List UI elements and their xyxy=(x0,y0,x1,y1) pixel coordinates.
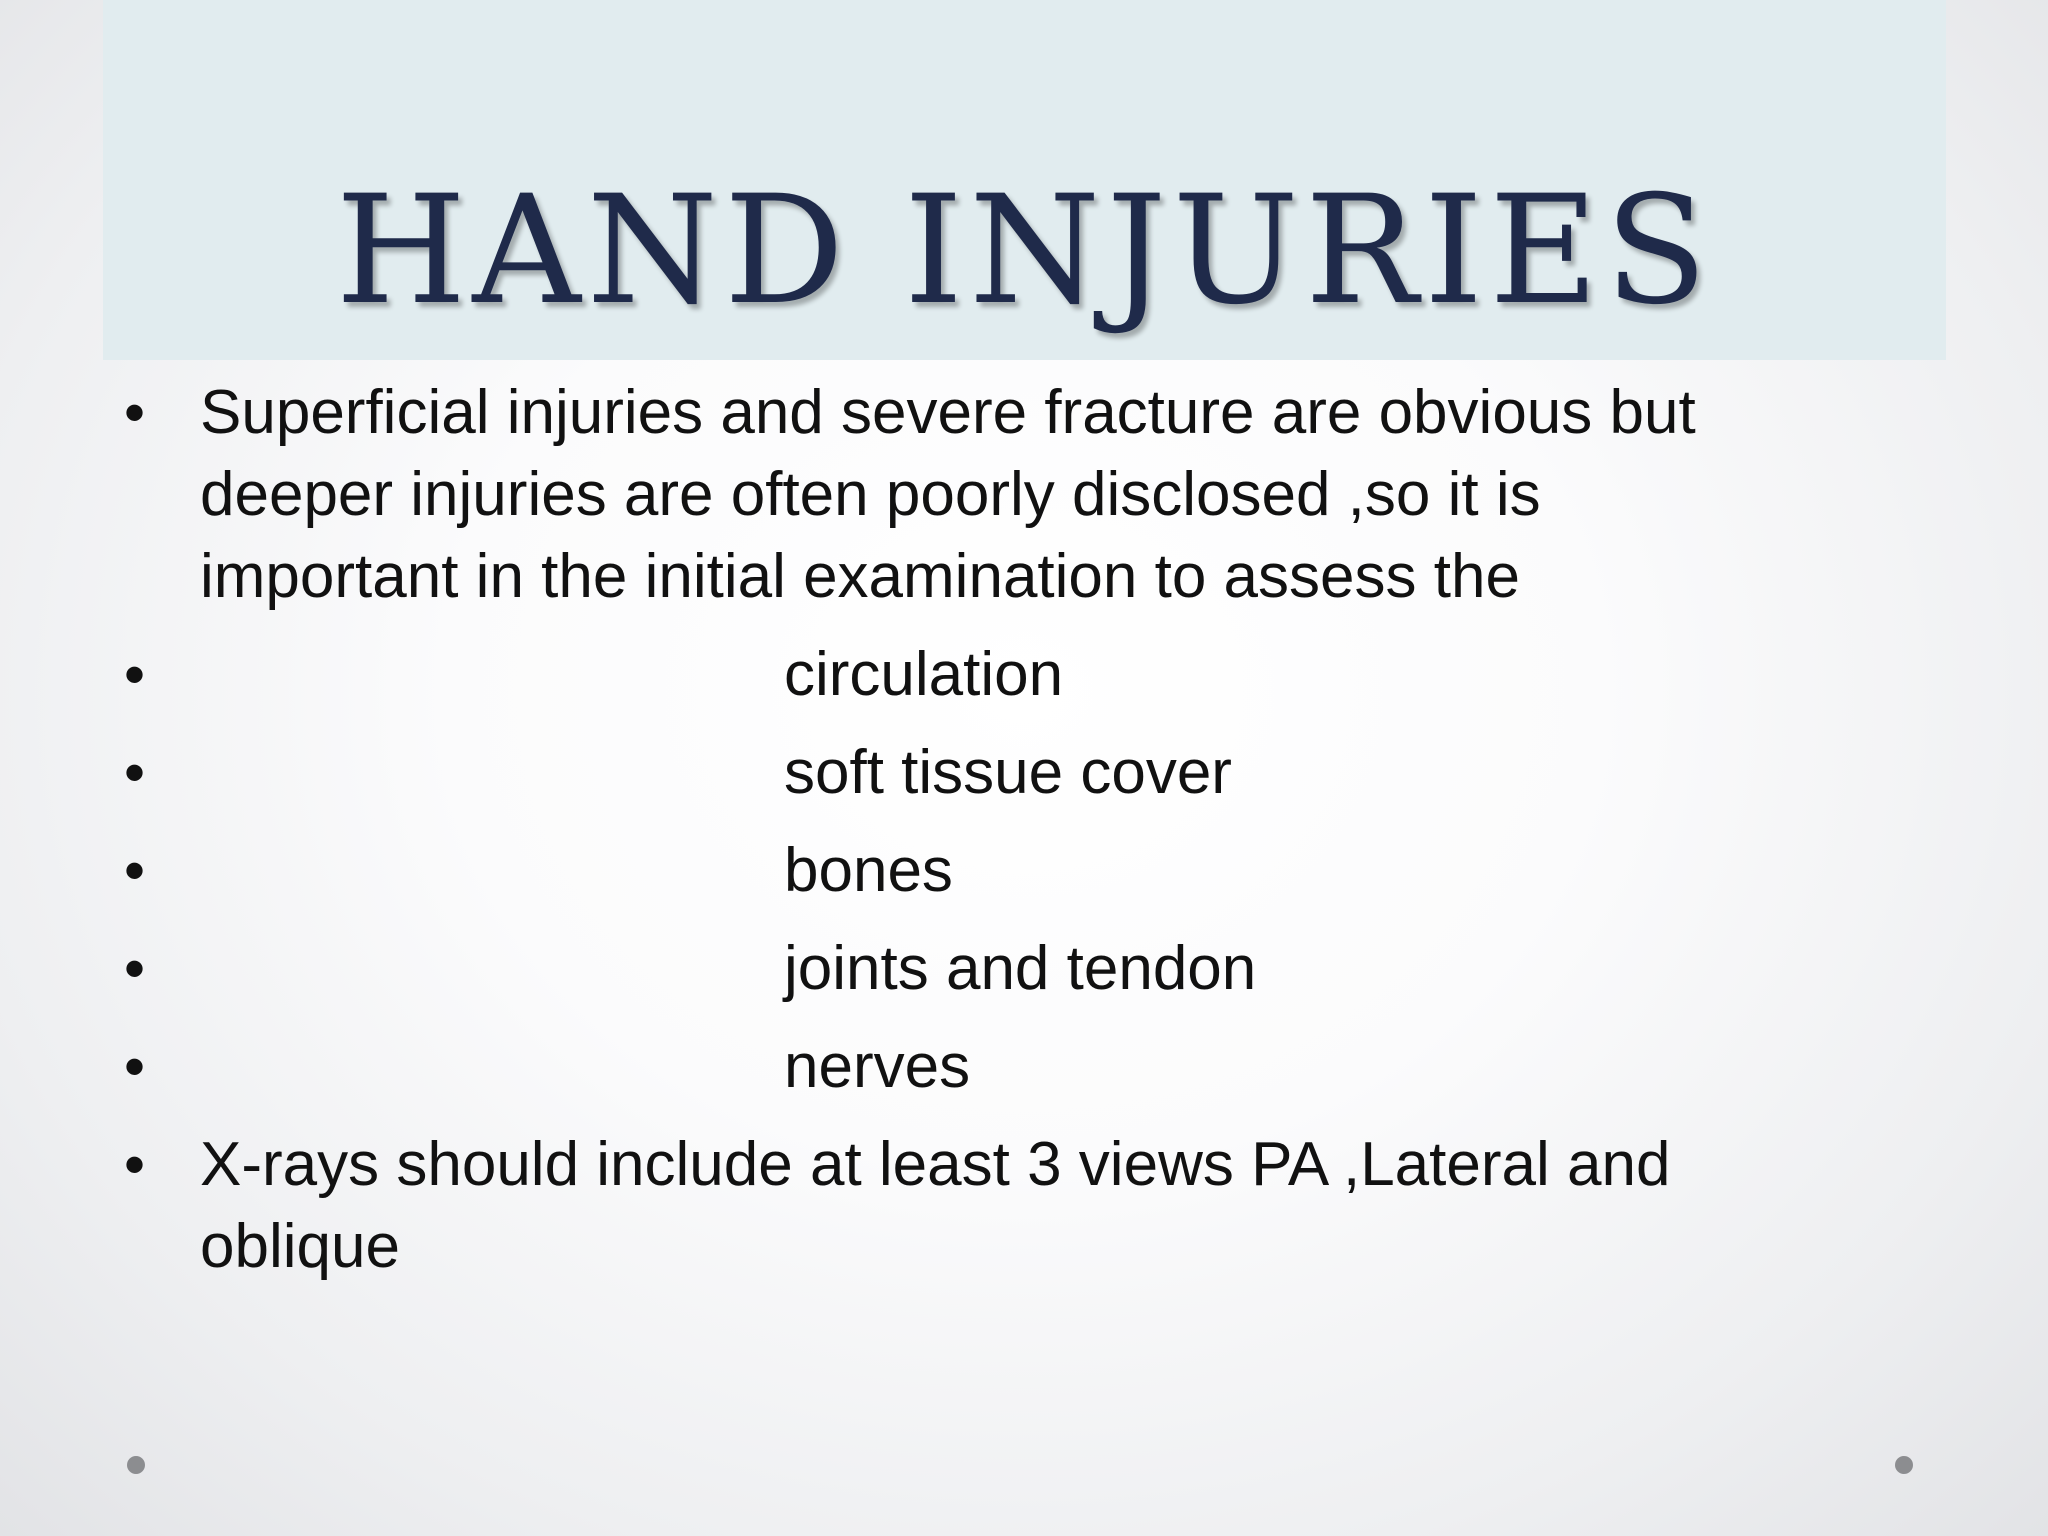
bullet-marker: • xyxy=(124,935,146,1002)
bullet-marker: • xyxy=(124,1131,146,1198)
assess-item: joints and tendon xyxy=(784,934,1257,1003)
bullet-marker: • xyxy=(124,641,146,708)
bullet-marker: • xyxy=(124,837,146,904)
intro-line: Superficial injuries and severe fracture are obvious but xyxy=(200,378,1696,447)
assess-item: nerves xyxy=(784,1032,971,1101)
xray-line: oblique xyxy=(200,1212,400,1281)
intro-line: deeper injuries are often poorly disclosed ,so it is xyxy=(200,460,1541,529)
xray-line: X-rays should include at least 3 views PA ,Lateral and xyxy=(200,1130,1671,1199)
assess-item: bones xyxy=(784,836,953,905)
bullet-marker: • xyxy=(124,379,146,446)
bullet-marker: • xyxy=(124,1033,146,1100)
decorative-dot-left xyxy=(127,1456,145,1474)
intro-line: important in the initial examination to assess the xyxy=(200,542,1520,611)
bullet-marker: • xyxy=(124,739,146,806)
slide-title: HAND INJURIES xyxy=(335,164,1714,338)
assess-item: circulation xyxy=(784,640,1064,709)
decorative-dot-right xyxy=(1895,1456,1913,1474)
assess-item: soft tissue cover xyxy=(784,738,1232,807)
